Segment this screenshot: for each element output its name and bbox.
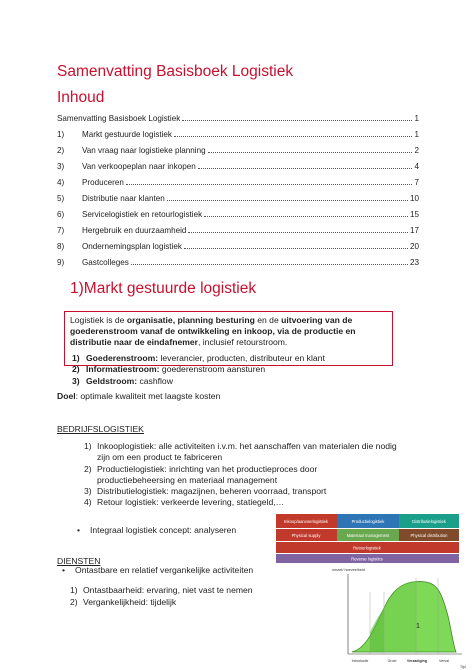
toc-page-number: 23 (409, 257, 419, 267)
toc-page-number: 1 (414, 129, 419, 139)
lifecycle-chart (330, 564, 468, 670)
list-item: 2) Vergankelijkheid: tijdelijk (70, 597, 177, 607)
list-item: 3) Geldstroom: cashflow (72, 375, 173, 386)
toc-page-number: 7 (414, 177, 419, 187)
toc-leader-dots (126, 184, 413, 185)
toc-title: Ondernemingsplan logistiek (82, 241, 182, 251)
toc-item[interactable] (57, 141, 419, 155)
toc-leader-dots (204, 216, 408, 217)
toc-number: 7) (57, 225, 65, 235)
toc-leader-dots (182, 120, 412, 121)
toc-leader-dots (174, 136, 413, 137)
toc-item[interactable] (57, 125, 419, 139)
diagram-label: Retourlogistiek (353, 545, 381, 551)
diagram-label: Productielogistiek (351, 519, 385, 524)
corner-label: Tijd (460, 665, 466, 669)
toc-item[interactable] (57, 157, 419, 171)
toc-title: Van verkoopeplan naar inkopen (82, 161, 196, 171)
diensten-heading: DIENSTEN (57, 556, 101, 566)
doel-line: Doel: optimale kwaliteit met laagste kosten (57, 391, 221, 401)
bedrijfslogistiek-heading: BEDRIJFSLOGISTIEK (57, 424, 144, 434)
toc-number: 5) (57, 193, 65, 203)
toc-page-number: 20 (409, 241, 419, 251)
toc-item[interactable] (57, 189, 419, 203)
toc-page-number: 4 (414, 161, 419, 171)
list-item: 2) Informatiestroom: goederenstroom aansturen (72, 364, 266, 375)
list-item: 3) Distributielogistiek: magazijnen, beheren voorraad, transport (84, 486, 327, 497)
toc-page-number: 17 (409, 225, 419, 235)
definition-text: Logistiek is de (70, 315, 127, 325)
list-item: 2) Productielogistiek: inrichting van het productieproces door productiebeheersing en materiaal management (84, 463, 318, 485)
toc-item[interactable] (57, 237, 419, 251)
bedrijfslogistiek-list (84, 441, 404, 509)
toc-page-number: 15 (409, 209, 419, 219)
toc-title: Van vraag naar logistieke planning (82, 145, 206, 155)
diagram-label: Physical distribution (410, 533, 448, 538)
toc-number: 1) (57, 129, 65, 139)
list-item: 1) Ontastbaarheid: ervaring, niet vast te nemen (70, 585, 253, 595)
toc-number: 2) (57, 145, 65, 155)
list-item: 4) Retour logistiek: verkeerde levering, statiegeld,… (84, 497, 285, 508)
definition-emphasis: organisatie, planning besturing (126, 315, 255, 325)
bullet-icon: • (77, 525, 81, 535)
toc-title: Gastcolleges (82, 257, 129, 267)
stage-label: Groei (387, 659, 397, 663)
toc-leader-dots (131, 264, 408, 265)
stage-label: Verzadiging (406, 659, 428, 663)
diagram-label: Physical supply (291, 533, 321, 538)
section-heading: 1)Markt gestuurde logistiek (70, 280, 257, 297)
definition-text: , inclusief retourstroom. (197, 337, 288, 347)
list-item: 1) Inkooplogistiek: alle activiteiten i.v.m. het aanschaffen van materialen die nodig zijn om een product te fabriceren (84, 441, 397, 463)
toc-item[interactable] (57, 109, 419, 123)
toc-item[interactable] (57, 221, 419, 235)
toc-title: Servicelogistiek en retourlogistiek (82, 209, 203, 219)
diagram-label: Materiaal management (346, 533, 390, 538)
toc-leader-dots (188, 232, 408, 233)
toc-title: Hergebruik en duurzaamheid (82, 225, 187, 235)
list-item: 1) Goederenstroom: leverancier, producten, distributeur en klant (72, 353, 325, 363)
stage-label: Verval (439, 659, 449, 663)
diagram-label: Distributielogistiek (412, 519, 446, 524)
axis-label: omzet/ hoeveelheid (332, 568, 365, 572)
toc-item[interactable] (57, 253, 419, 267)
toc-number: 3) (57, 161, 65, 171)
stage-marker: 1 (416, 623, 420, 630)
toc-page-number: 10 (409, 193, 419, 203)
diagram-label: Reverse logistics (351, 556, 383, 562)
document-title: Samenvatting Basisboek Logistiek (57, 63, 294, 80)
toc-number: 6) (57, 209, 65, 219)
toc-item[interactable] (57, 173, 419, 187)
stage-label: Introductie (351, 659, 369, 663)
stage-fill (384, 581, 416, 652)
toc-leader-dots (184, 248, 408, 249)
definition-emphasis: uitvoering van de goederenstroom vanaf de ontwikkeling en inkoop, via de productie en distributie naar de eindafnemer (70, 315, 356, 347)
toc-page-number: 1 (414, 114, 419, 123)
toc-title: Markt gestuurde logistiek (82, 129, 172, 139)
toc-number: 8) (57, 241, 65, 251)
bullet-icon: • (62, 565, 66, 575)
definition-text: en de (254, 315, 282, 325)
toc-number: 4) (57, 177, 65, 187)
toc-number: 9) (57, 257, 65, 267)
toc-leader-dots (198, 168, 413, 169)
toc-title: Samenvatting Basisboek Logistiek (57, 114, 181, 123)
toc-title: Distributie naar klanten (82, 193, 165, 203)
diagram-label: Inkoop/aanvoerlogistiek (284, 519, 328, 524)
toc-heading: Inhoud (57, 89, 105, 106)
bullet-item: • Ontastbare en relatief vergankelijke activiteiten (62, 565, 254, 575)
flows-list (72, 353, 325, 387)
toc-leader-dots (167, 200, 408, 201)
bullet-item: • Integraal logistiek concept: analyseren (77, 525, 237, 535)
stage-fill (370, 608, 384, 652)
logistics-chain-diagram (275, 513, 460, 564)
toc-leader-dots (208, 152, 413, 153)
toc-item[interactable] (57, 205, 419, 219)
toc-title: Produceren (82, 177, 124, 187)
toc-page-number: 2 (414, 145, 419, 155)
